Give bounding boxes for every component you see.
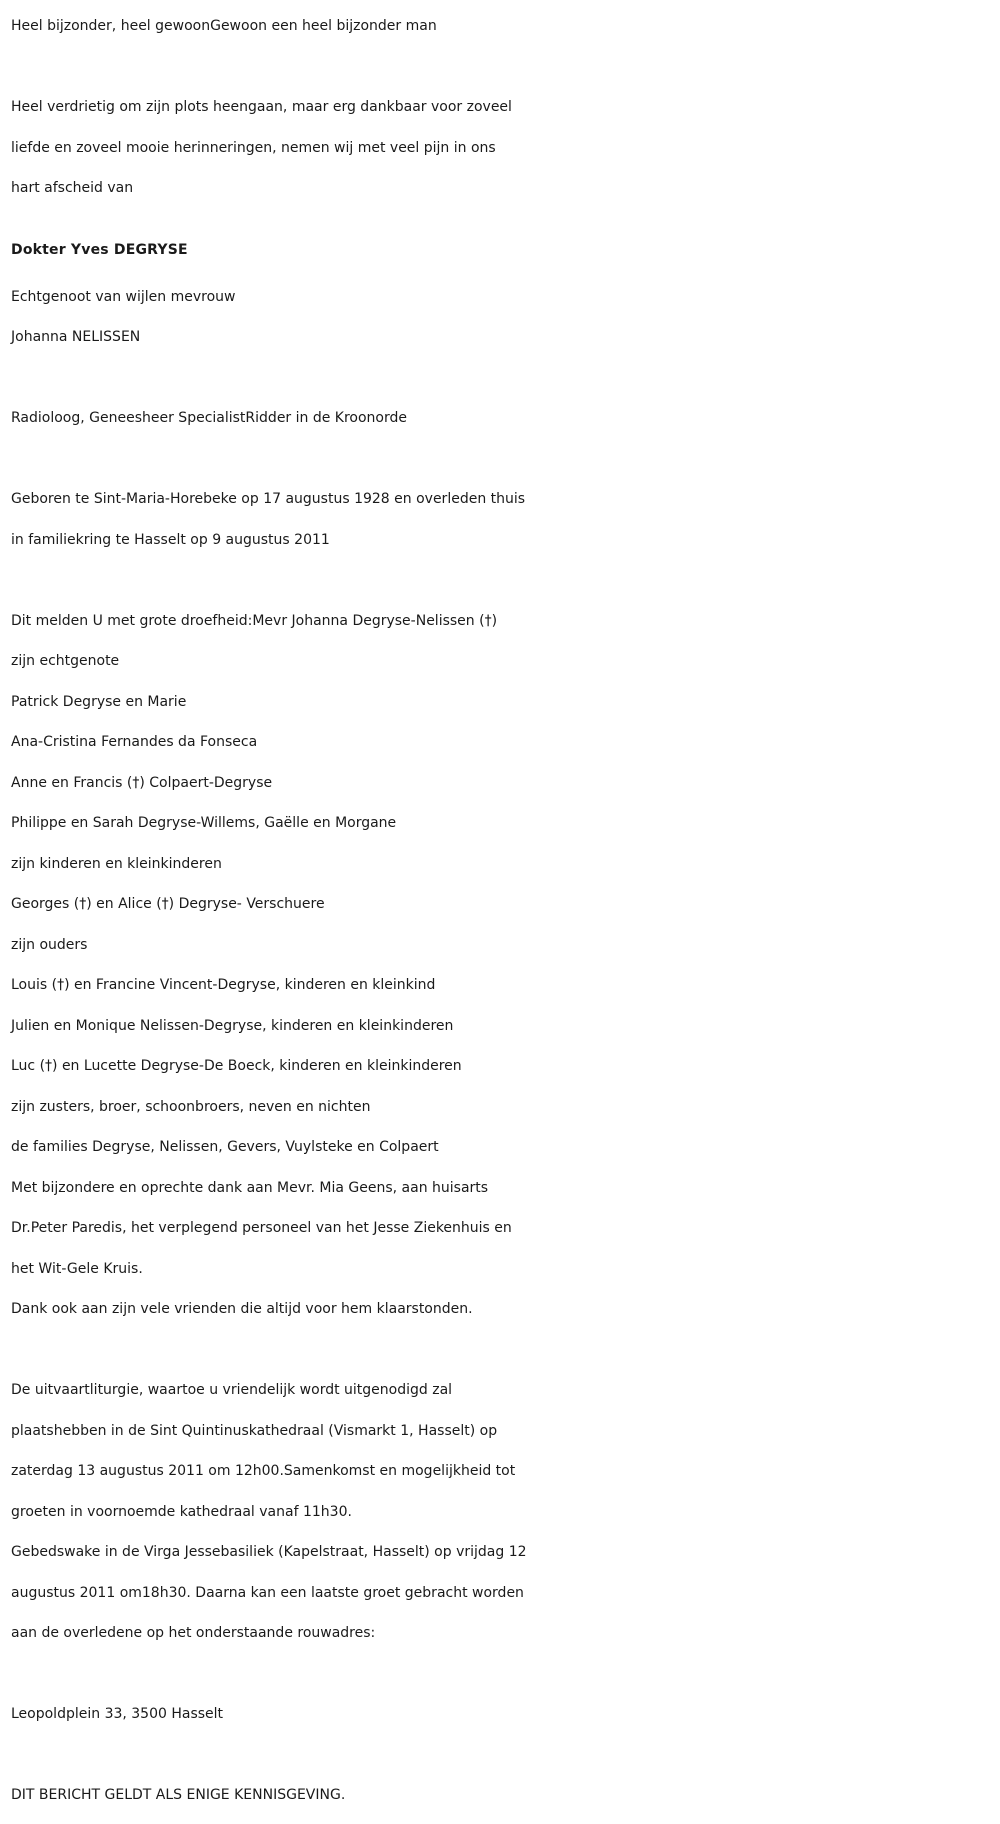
notice-line: DIT BERICHT GELDT ALS ENIGE KENNISGEVING. (11, 1787, 346, 1803)
family-line: Patrick Degryse en Marie (11, 693, 187, 710)
life-line: Geboren te Sint-Maria-Horebeke op 17 augustus 1928 en overleden thuis (11, 491, 526, 507)
family-line: Philippe en Sarah Degryse-Willems, Gaëlle en Morgane (11, 815, 397, 831)
mourning-address: Leopoldplein 33, 3500 Hasselt (11, 1706, 224, 1722)
spouse-line: Johanna NELISSEN (11, 329, 141, 345)
spouse-line: Echtgenoot van wijlen mevrouw (11, 288, 236, 305)
family-line: Anne en Francis (†) Colpaert-Degryse (11, 774, 273, 791)
family-line: Julien en Monique Nelissen-Degryse, kinderen en kleinkinderen (11, 1017, 454, 1034)
funeral-line: Gebedswake in de Virga Jessebasiliek (Kapelstraat, Hasselt) op vrijdag 12 (11, 1544, 527, 1560)
funeral-line: groeten in voornoemde kathedraal vanaf 11h30. (11, 1503, 352, 1520)
family-line: Georges (†) en Alice (†) Degryse- Verschuere (11, 896, 325, 912)
family-line: zijn zusters, broer, schoonbroers, neven en nichten (11, 1098, 371, 1115)
family-line: zijn kinderen en kleinkinderen (11, 855, 222, 872)
family-line: zijn ouders (11, 936, 88, 953)
spacer (11, 1735, 989, 1776)
spacer (11, 358, 989, 399)
family-line: Louis (†) en Francine Vincent-Degryse, kinderen en kleinkind (11, 977, 436, 993)
deceased-name: Dokter Yves DEGRYSE (11, 241, 188, 258)
family-line: Dr.Peter Paredis, het verplegend personeel van het Jesse Ziekenhuis en (11, 1220, 512, 1236)
spouse-block (11, 277, 989, 358)
spacer (11, 1330, 989, 1371)
family-line: Dank ook aan zijn vele vrienden die altijd voor hem klaarstonden. (11, 1301, 473, 1317)
funeral-line: De uitvaartliturgie, waartoe u vriendelijk wordt uitgenodigd zal (11, 1382, 453, 1398)
lead-line: hart afscheid van (11, 180, 134, 196)
spacer (11, 1654, 989, 1695)
spacer (11, 560, 989, 601)
lead-line: Heel verdrietig om zijn plots heengaan, maar erg dankbaar voor zoveel (11, 99, 512, 115)
family-block (11, 601, 989, 1330)
lead-paragraph (11, 87, 989, 209)
funeral-line: aan de overledene op het onderstaande rouwadres: (11, 1625, 376, 1641)
life-block (11, 479, 989, 560)
family-line: Met bijzondere en oprechte dank aan Mevr. Mia Geens, aan huisarts (11, 1179, 489, 1196)
family-line: de families Degryse, Nelissen, Gevers, Vuylsteke en Colpaert (11, 1139, 439, 1155)
family-line: Ana-Cristina Fernandes da Fonseca (11, 734, 258, 750)
funeral-line: augustus 2011 om18h30. Daarna kan een laatste groet gebracht worden (11, 1584, 524, 1601)
spacer (11, 47, 989, 88)
family-line: zijn echtgenote (11, 653, 120, 669)
titles-line: Radioloog, Geneesheer SpecialistRidder in de Kroonorde (11, 410, 408, 426)
life-line: in familiekring te Hasselt op 9 augustus 2011 (11, 531, 330, 548)
funeral-line: plaatshebben in de Sint Quintinuskathedraal (Vismarkt 1, Hasselt) op (11, 1422, 498, 1439)
lead-line: liefde en zoveel mooie herinneringen, nemen wij met veel pijn in ons (11, 139, 496, 156)
family-line: het Wit-Gele Kruis. (11, 1260, 143, 1277)
family-line: Dit melden U met grote droefheid:Mevr Johanna Degryse-Nelissen (†) (11, 612, 498, 629)
motto-line: Heel bijzonder, heel gewoonGewoon een heel bijzonder man (11, 18, 437, 34)
family-line: Luc (†) en Lucette Degryse-De Boeck, kinderen en kleinkinderen (11, 1058, 462, 1074)
spacer (11, 439, 989, 480)
funeral-line: zaterdag 13 augustus 2011 om 12h00.Samenkomst en mogelijkheid tot (11, 1463, 516, 1479)
funeral-block (11, 1370, 989, 1654)
